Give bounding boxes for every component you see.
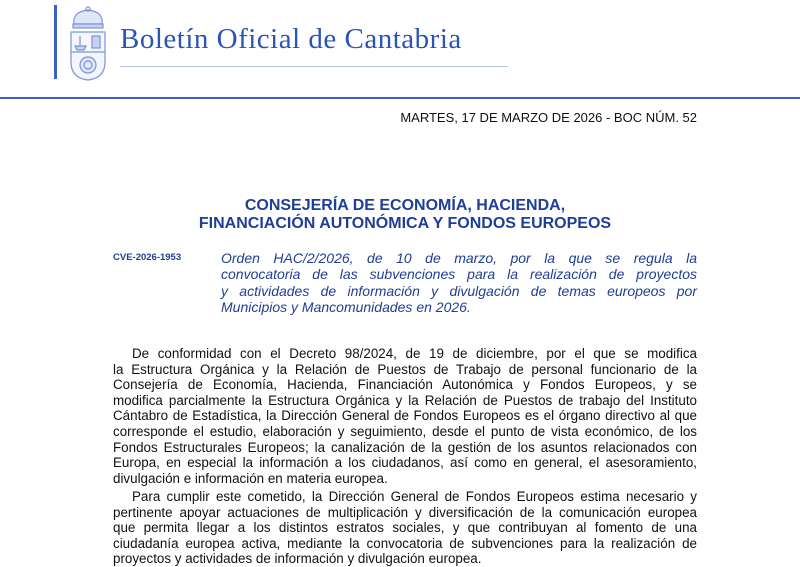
text-line: Consejería de Economía, Hacienda, Financiación Autonómica y Fondos Europeos, y se (113, 377, 697, 393)
text-line: ciudadanía europea activa, mediante la convocatoria de subvenciones para la realización de (113, 535, 697, 551)
text-line: Europa, en especial la información a los ciudadanos, así como en general, el asesoramiento, (113, 455, 697, 471)
issue-date-line: MARTES, 17 DE MARZO DE 2026 - BOC NÚM. 52 (400, 110, 697, 125)
header-divider (0, 97, 800, 99)
cve-code[interactable]: CVE-2026-1953 (113, 252, 182, 263)
paragraph-1 (113, 346, 697, 486)
department-line: FINANCIACIÓN AUTONÓMICA Y FONDOS EUROPEOS (198, 215, 612, 232)
text-line: pertinente apoyar actuaciones de multiplicación y diversificación de la comunicación europea (113, 504, 697, 520)
text-line: De conformidad con el Decreto 98/2024, de 19 de diciembre, por el que se modifica (132, 346, 697, 361)
text-line: Para cumplir este cometido, la Dirección General de Fondos Europeos estima necesario y (132, 489, 697, 504)
text-line: divulgación e información en materia europea. (113, 470, 388, 486)
text-line: corresponde el estudio, elaboración y seguimiento, desde el punto de vista económico, de los (113, 423, 697, 439)
text-line: modifica parcialmente la Estructura Orgánica y la Relación de Puestos de trabajo del Instituto (113, 392, 697, 408)
order-line: y actividades de información y divulgación de temas europeos por (221, 282, 697, 299)
cantabria-crest-logo (66, 6, 110, 82)
text-line: Cántabro de Estadística, la Dirección General de Fondos Europeos es el órgano directivo al que (113, 408, 697, 424)
text-line: que permita llegar a los distintos estratos sociales, y que contribuyan al fomento de una (113, 520, 697, 536)
header-vertical-bar (54, 5, 57, 79)
text-line: la Estructura Orgánica y la Relación de Puestos de Trabajo de personal funcionario de la (113, 361, 697, 377)
order-line: convocatoria de las subvenciones para la realización de proyectos (221, 266, 697, 283)
text-line: Fondos Estructurales Europeos; la canalización de la gestión de los asuntos relacionados con (113, 439, 697, 455)
department-heading (100, 197, 710, 233)
order-line: Orden HAC/2/2026, de 10 de marzo, por la que se regula la (221, 250, 697, 266)
paragraph-2 (113, 489, 697, 567)
department-line: CONSEJERÍA DE ECONOMÍA, HACIENDA, (244, 197, 566, 214)
order-title (221, 250, 697, 315)
title-underline (120, 66, 508, 67)
bulletin-title: Boletín Oficial de Cantabria (120, 23, 462, 55)
text-line: proyectos y actividades de información y divulgación europea. (113, 551, 482, 567)
order-line: Municipios y Mancomunidades en 2026. (221, 298, 471, 315)
